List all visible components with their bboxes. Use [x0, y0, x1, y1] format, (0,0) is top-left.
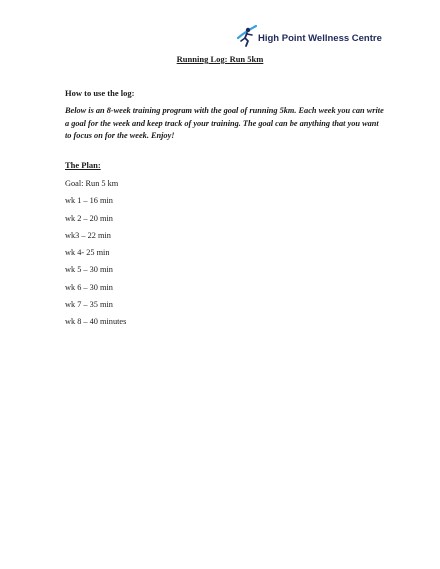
- intro-paragraph: Below is an 8-week training program with the goal of running 5km. Each week you can write a goal for the week and keep track of your training. The goal can be anything that you want to focus on for the week. Enjoy!: [65, 106, 384, 140]
- logo-text: High Point Wellness Centre: [258, 32, 382, 44]
- howto-heading: How to use the log:: [65, 88, 135, 98]
- plan-item-week-3: wk3 – 22 min: [65, 230, 111, 240]
- plan-item-week-1: wk 1 – 16 min: [65, 196, 113, 206]
- plan-item-week-7: wk 7 – 35 min: [65, 300, 113, 310]
- plan-item-week-8: wk 8 – 40 minutes: [65, 317, 127, 327]
- runner-logo-icon: [236, 24, 258, 48]
- logo: [236, 24, 382, 48]
- plan-heading: The Plan:: [65, 160, 101, 170]
- page-title: Running Log: Run 5km: [176, 54, 264, 64]
- plan-list: [65, 178, 126, 334]
- plan-item-goal: Goal: Run 5 km: [65, 179, 119, 188]
- plan-item-week-2: wk 2 – 20 min: [65, 213, 113, 223]
- plan-item-week-6: wk 6 – 30 min: [65, 282, 113, 292]
- plan-item-week-4: wk 4- 25 min: [65, 248, 110, 258]
- plan-item-week-5: wk 5 – 30 min: [65, 265, 113, 275]
